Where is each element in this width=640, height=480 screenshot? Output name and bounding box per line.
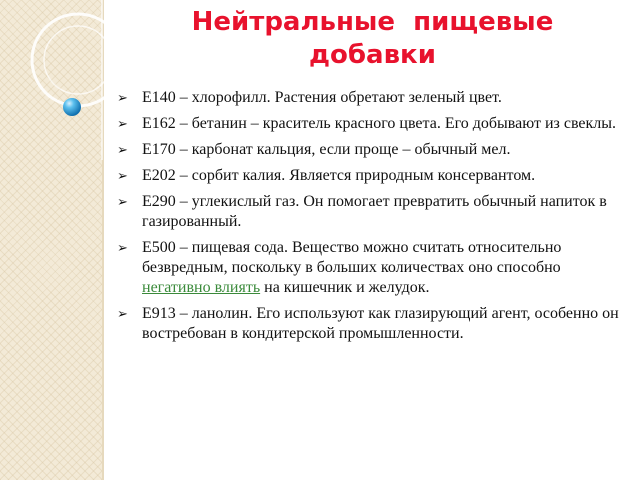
arrow-bullet-icon: ➢ <box>117 194 128 209</box>
sphere-ornament-icon <box>0 0 110 160</box>
item-text: Е140 – хлорофилл. Растения обретают зеленый цвет. <box>142 89 502 106</box>
arrow-bullet-icon: ➢ <box>117 240 128 255</box>
arrow-bullet-icon: ➢ <box>117 142 128 157</box>
negative-effect-link[interactable]: негативно влиять <box>142 279 261 296</box>
blue-sphere-icon <box>63 98 81 116</box>
arrow-bullet-icon: ➢ <box>117 116 128 131</box>
list-item-e140 <box>117 88 622 108</box>
slide-title: Нейтральные пищевые добавки <box>191 7 554 70</box>
list-item-e500 <box>117 238 622 298</box>
item-text: Е913 – ланолин. Его используют как глазирующий агент, особенно он востребован в кондитерской промышленности. <box>142 305 619 342</box>
item-text: Е170 – карбонат кальция, если проще – обычный мел. <box>142 141 511 158</box>
item-text: Е162 – бетанин – краситель красного цвета. Его добывают из свеклы. <box>142 115 617 132</box>
list-item-e913 <box>117 304 622 344</box>
arrow-bullet-icon: ➢ <box>117 168 128 183</box>
arrow-bullet-icon: ➢ <box>117 90 128 105</box>
list-item-e290 <box>117 192 622 232</box>
additives-list <box>117 88 622 350</box>
item-text: Е202 – сорбит калия. Является природным консервантом. <box>142 167 536 184</box>
list-item-e162 <box>117 114 622 134</box>
item-text: Е290 – углекислый газ. Он помогает превратить обычный напиток в газированный. <box>142 193 607 230</box>
arrow-bullet-icon: ➢ <box>117 306 128 321</box>
list-item-e202 <box>117 166 622 186</box>
item-text-before-link: Е500 – пищевая сода. Вещество можно считать относительно безвредным, поскольку в больших количествах оно способно <box>142 239 562 276</box>
item-text-after-link: на кишечник и желудок. <box>260 279 430 296</box>
list-item-e170 <box>117 140 622 160</box>
